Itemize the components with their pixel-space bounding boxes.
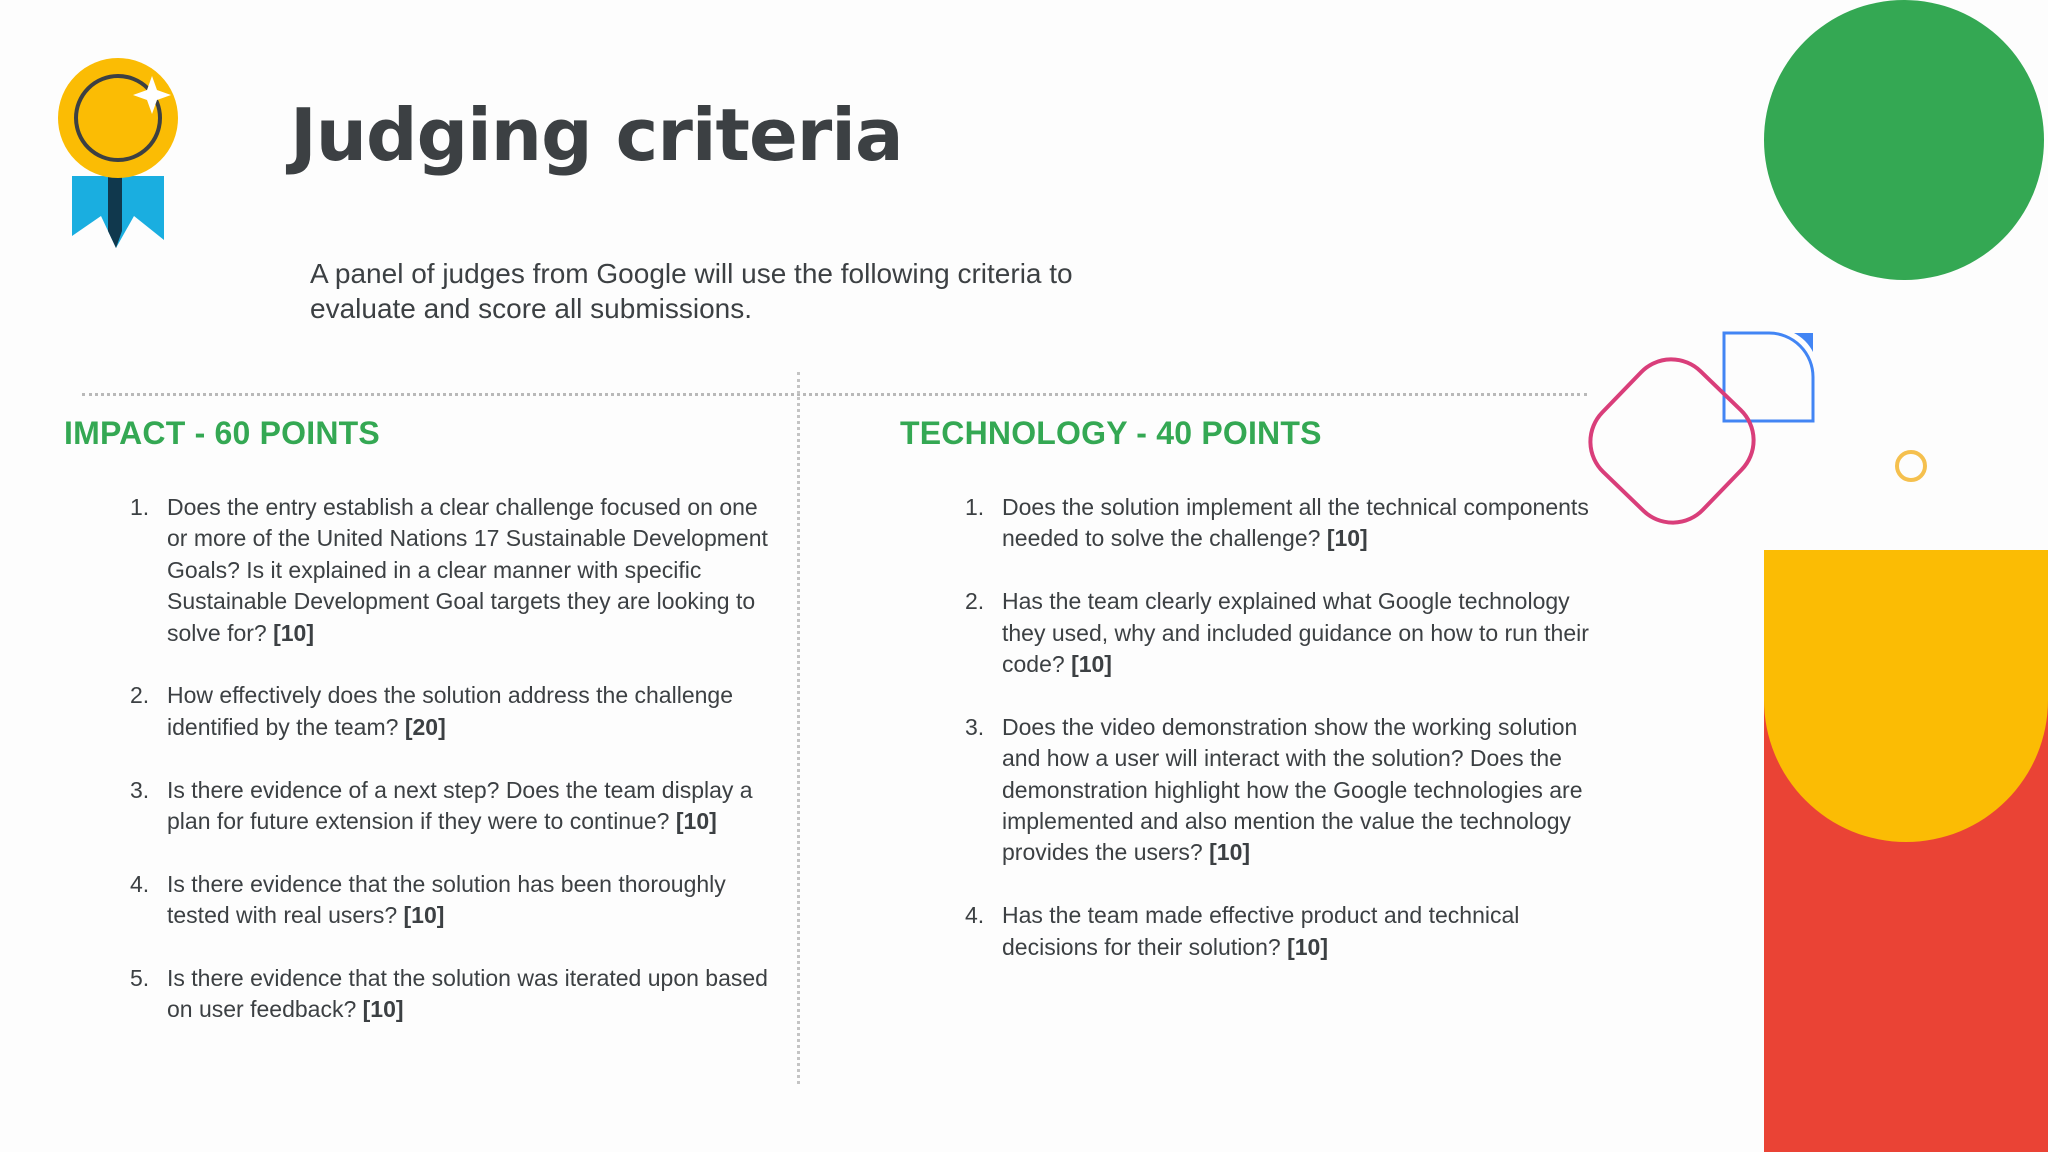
green-circle-shape <box>1764 0 2044 280</box>
red-block-shape <box>1764 550 2048 1152</box>
horizontal-divider <box>82 393 1587 396</box>
item-number: 1. <box>965 494 985 520</box>
item-number: 2. <box>965 588 985 615</box>
impact-criteria-list <box>130 492 770 1057</box>
criterion-points: [10] <box>1071 651 1112 678</box>
item-number: 2. <box>130 682 150 709</box>
criterion-points: [20] <box>404 713 446 740</box>
criterion-points: [10] <box>403 902 445 929</box>
criterion-text: Does the entry establish a clear challenge focused on one or more of the United Nations 17 Sustainable Development Goals? Is it explained in a clear manner with specific Sustainable Development Goal targets they are looking to solve for? <box>167 494 768 646</box>
item-number: 4. <box>130 870 150 897</box>
criterion-points: [10] <box>1287 933 1329 960</box>
criterion-points: [10] <box>675 808 717 835</box>
small-yellow-ring-shape <box>1897 452 1925 480</box>
impact-criterion <box>130 775 770 838</box>
page-title: Judging criteria <box>290 93 903 177</box>
criterion-points: [10] <box>362 996 404 1023</box>
item-number: 3. <box>965 713 985 740</box>
impact-criterion <box>130 492 770 649</box>
item-number: 3. <box>130 776 150 803</box>
technology-heading: TECHNOLOGY - 40 POINTS <box>900 415 1322 451</box>
technology-criterion <box>965 712 1605 869</box>
criterion-points: [10] <box>273 619 315 646</box>
criterion-points: [10] <box>1209 839 1251 866</box>
medal-icon <box>56 56 186 256</box>
criterion-text: Is there evidence of a next step? Does the team display a plan for future extension if they were to continue? <box>167 776 753 835</box>
technology-criterion <box>965 586 1605 680</box>
impact-criterion <box>130 680 770 743</box>
impact-heading: IMPACT - 60 POINTS <box>64 415 380 451</box>
technology-criteria-list <box>965 492 1605 994</box>
criterion-text: Is there evidence that the solution has been thoroughly tested with real users? <box>167 870 726 929</box>
criterion-text: Has the team made effective product and technical decisions for their solution? <box>1002 902 1520 960</box>
item-number: 4. <box>965 902 985 929</box>
impact-criterion <box>130 869 770 932</box>
item-number: 1. <box>130 494 150 520</box>
criterion-text: Does the video demonstration show the working solution and how a user will interact with the solution? Does the demonstration highlight how the Google technologies are implemented and also mention the value the technology provides the users? <box>1002 713 1583 866</box>
yellow-arch-shape <box>1764 550 2048 842</box>
blue-square-shape <box>1724 333 1813 421</box>
subtitle: A panel of judges from Google will use the following criteria to evaluate and score all submissions. <box>310 258 1073 324</box>
criterion-text: Is there evidence that the solution was iterated upon based on user feedback? <box>167 965 768 1023</box>
item-number: 5. <box>130 965 150 992</box>
vertical-divider <box>797 372 800 1084</box>
blue-corner-shape <box>1794 333 1813 352</box>
technology-criterion <box>965 492 1605 555</box>
criterion-text: How effectively does the solution address the challenge identified by the team? <box>167 682 733 740</box>
technology-criterion <box>965 900 1605 963</box>
impact-criterion <box>130 963 770 1026</box>
criterion-text: Does the solution implement all the technical components needed to solve the challenge? <box>1002 494 1589 552</box>
criterion-text: Has the team clearly explained what Google technology they used, why and included guidance on how to run their code? <box>1002 588 1589 678</box>
criterion-points: [10] <box>1326 525 1368 552</box>
